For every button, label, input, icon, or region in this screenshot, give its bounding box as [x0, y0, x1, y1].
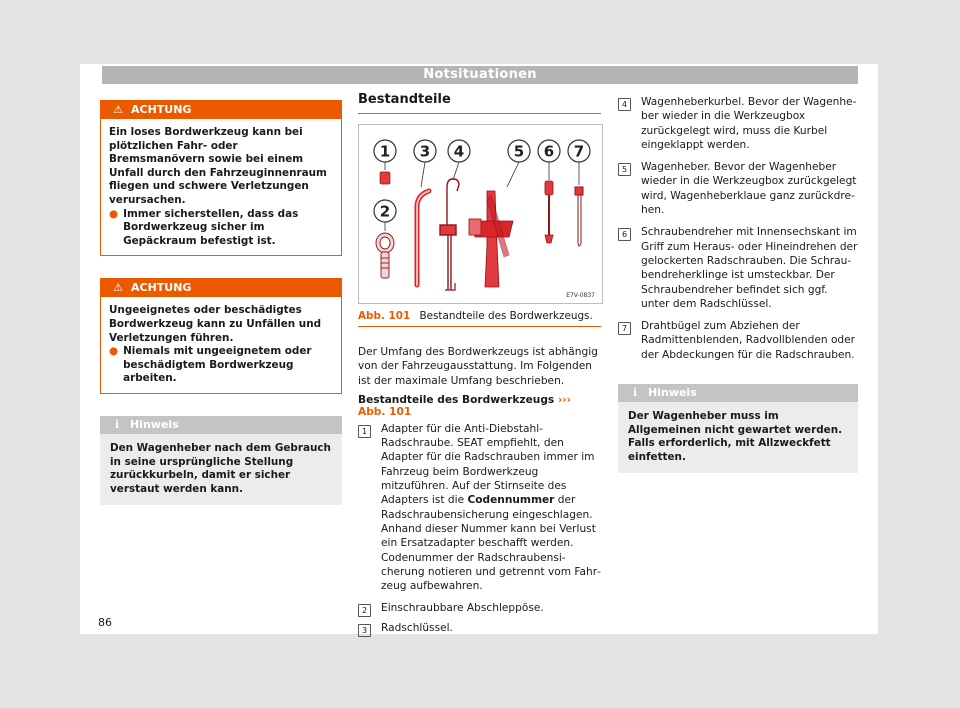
list-item: 6 Schraubendreher mit Innensechskant im Griff zum Heraus- oder Hineindrehen der gelockerten Radschrauben. Die Schraubendreherklinge ist umsteckbar. Der Schraubendreher befindet sich ggf. unter dem Radschlüssel.	[618, 225, 858, 311]
figure-code: E7V-0837	[566, 292, 595, 299]
list-item: 2 Einschraubbare Abschleppöse.	[358, 601, 601, 617]
warning-text: Ein loses Bordwerkzeug kann bei plötzlichen Fahr- oder Bremsmanövern sowie bei einem Unfall durch den Fahrzeuginnenraum fliegen und schwere Verletzungen verursachen.	[109, 126, 327, 206]
note-box-left	[100, 416, 342, 505]
list-item: 7 Drahtbügel zum Abziehen der Radmittenblenden, Radvollblenden oder der Abdeckungen für die Radschrauben.	[618, 319, 858, 362]
item-number: 4	[618, 98, 631, 111]
warning-text: Ungeeignetes oder beschädigtes Bordwerkzeug kann zu Unfällen und Verletzungen führen.	[109, 304, 322, 344]
tool-jack	[469, 191, 513, 287]
item-number: 6	[618, 228, 631, 241]
intro-paragraph: Der Umfang des Bordwerkzeugs ist abhängig von der Fahrzeugausstattung. Im Folgenden ist der maximale Umfang beschrieben.	[358, 346, 598, 387]
caption-text: Bestandteile des Bordwerkzeugs.	[419, 310, 593, 322]
note-text: Den Wagenheber nach dem Gebrauch in seine ursprüngliche Stellung zurückkurbeln, damit er sicher verstaut werden kann.	[100, 434, 342, 505]
item-number: 1	[358, 425, 371, 438]
caption-rule	[358, 326, 601, 327]
list-item: 3 Radschlüssel.	[358, 621, 601, 637]
caption-label: Abb. 101	[358, 310, 411, 322]
list-item: 1 Adapter für die Anti-Diebstahl-Radschraube. SEAT empfiehlt, den Adapter für die Radschrauben immer im Fahrzeug beim Bordwerkzeug mitzuführen. Auf der Stirnseite des Adapters ist die Codennummer der Radschraubensicherung eingeschlagen. Anhand dieser Nummer kann bei Verlust ein Ersatzadapter beschafft werden. Codenummer der Radschraubensicherung notieren und getrennt vom Fahrzeug aufbewahren.	[358, 422, 601, 594]
warning-title: ACHTUNG	[131, 281, 192, 295]
warning-bullet: Niemals mit ungeeignetem oder beschädigtem Bordwerkzeug arbeiten.	[123, 345, 312, 385]
list-item: 4 Wagenheberkurbel. Bevor der Wagenheber wieder in die Werkzeugbox zurückgelegt wird, muss die Kurbel eingeklappt werden.	[618, 95, 858, 152]
chapter-header: Notsituationen	[102, 66, 858, 84]
label-4: 4	[453, 142, 465, 161]
left-column	[100, 100, 342, 517]
label-7: 7	[573, 142, 585, 161]
note-text: Der Wagenheber muss im Allgemeinen nicht gewartet werden. Falls erforderlich, mit Allzweckfett einfetten.	[618, 402, 858, 473]
components-subheading: Bestandteile des Bordwerkzeugs ››› Abb. 101	[358, 393, 572, 418]
tool-screwdriver	[545, 181, 553, 243]
warning-box-2	[100, 278, 342, 394]
tool-jack-crank	[440, 179, 459, 290]
tool-towing-eye	[376, 233, 394, 278]
bullet-icon: ●	[109, 207, 119, 220]
label-2: 2	[379, 202, 391, 221]
figure-caption	[358, 310, 601, 322]
warning-box-1	[100, 100, 342, 256]
label-1: 1	[379, 142, 391, 161]
label-6: 6	[543, 142, 555, 161]
item-number: 5	[618, 163, 631, 176]
figure-toolkit	[358, 124, 603, 304]
right-column	[618, 95, 858, 485]
bullet-icon: ●	[109, 345, 119, 358]
warning-triangle-icon: ⚠	[113, 103, 123, 116]
tool-adapter	[380, 172, 390, 184]
figure-reference-link[interactable]: ››› Abb. 101	[358, 393, 572, 418]
item-number: 2	[358, 604, 371, 617]
toolkit-illustration	[359, 125, 602, 303]
info-icon: ℹ	[114, 417, 120, 431]
item-number: 3	[358, 624, 371, 637]
label-3: 3	[419, 142, 431, 161]
section-title: Bestandteile	[358, 92, 601, 114]
page-number: 86	[98, 616, 112, 629]
warning-title: ACHTUNG	[131, 103, 192, 116]
middle-column	[358, 92, 601, 637]
tool-wire-hook	[575, 187, 583, 246]
label-5: 5	[513, 142, 525, 161]
item-number: 7	[618, 322, 631, 335]
list-item: 5 Wagenheber. Bevor der Wagenheber wieder in die Werkzeugbox zurückgelegt wird, Wagenheberklaue ganz zurückdrehen.	[618, 160, 858, 217]
note-box-right	[618, 384, 858, 473]
warning-triangle-icon: ⚠	[113, 281, 123, 295]
info-icon: ℹ	[632, 386, 638, 400]
note-title: Hinweis	[648, 386, 697, 400]
note-title: Hinweis	[130, 417, 179, 431]
warning-bullet: Immer sicherstellen, dass das Bordwerkzeug sicher im Gepäckraum befestigt ist.	[123, 207, 299, 247]
tool-wheel-wrench	[417, 191, 429, 285]
